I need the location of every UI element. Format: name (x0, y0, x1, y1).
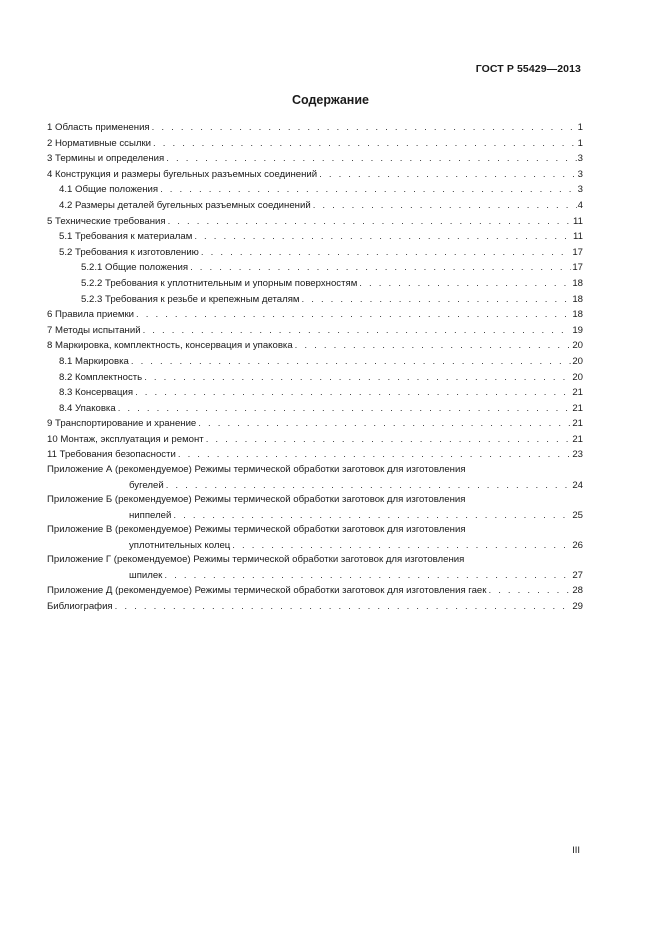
toc-entry-page: 11 (573, 231, 583, 243)
toc-entry-label: 8.1 Маркировка (59, 354, 131, 370)
toc-entry-page: 11 (573, 215, 583, 227)
toc-entry-label: 9 Транспортирование и хранение (47, 416, 198, 432)
toc-leader-dots (115, 599, 572, 615)
table-of-contents (47, 120, 583, 615)
toc-entry-label: 4.1 Общие положения (59, 182, 160, 198)
toc-entry[interactable] (47, 136, 583, 152)
toc-entry-page: 28 (572, 585, 583, 597)
toc-entry-label: 5.2.1 Общие положения (81, 260, 190, 276)
toc-entry-page: 21 (572, 433, 583, 445)
toc-appendix-entries (47, 463, 583, 583)
toc-entry[interactable] (47, 416, 583, 432)
toc-entry-page: 3 (577, 184, 583, 196)
toc-appendix-continuation (47, 568, 583, 584)
toc-entry[interactable] (47, 385, 583, 401)
toc-entry-label: 10 Монтаж, эксплуатация и ремонт (47, 432, 206, 448)
toc-entry[interactable] (47, 432, 583, 448)
toc-entry-label: бугелей (129, 478, 166, 494)
toc-entry[interactable] (47, 401, 583, 417)
toc-entry-page: 18 (572, 293, 583, 305)
toc-leader-dots (166, 151, 576, 167)
toc-entry[interactable] (47, 370, 583, 386)
toc-leader-dots (164, 568, 571, 584)
toc-entry-page: 26 (572, 539, 583, 551)
toc-appendix-title: Приложение В (рекомендуемое) Режимы термической обработки заготовок для изготовления (47, 524, 466, 536)
toc-appendix-continuation (47, 538, 583, 554)
toc-entry[interactable] (47, 323, 583, 339)
toc-leader-dots (131, 354, 571, 370)
toc-entry-label: Приложение Д (рекомендуемое) Режимы термической обработки заготовок для изготовления гаек (47, 583, 488, 599)
toc-leader-dots (194, 229, 572, 245)
toc-entry-label: 4.2 Размеры деталей бугельных разъемных соединений (59, 198, 313, 214)
toc-main-entries (47, 120, 583, 463)
toc-entry-page: 29 (572, 601, 583, 613)
toc-leader-dots (136, 307, 571, 323)
toc-leader-dots (190, 260, 571, 276)
toc-entry-page: 17 (572, 246, 583, 258)
toc-leader-dots (488, 583, 571, 599)
toc-entry[interactable] (47, 447, 583, 463)
toc-leader-dots (301, 292, 571, 308)
toc-leader-dots (178, 447, 571, 463)
toc-entry-page: 24 (572, 479, 583, 491)
toc-entry[interactable] (47, 198, 583, 214)
toc-leader-dots (198, 416, 571, 432)
toc-appendix-title: Приложение Г (рекомендуемое) Режимы термической обработки заготовок для изготовления (47, 554, 465, 566)
page-number: III (572, 845, 580, 856)
toc-entry-label: 4 Конструкция и размеры бугельных разъемных соединений (47, 167, 319, 183)
toc-leader-dots (201, 245, 571, 261)
toc-entry[interactable] (47, 354, 583, 370)
toc-entry-page: 21 (572, 387, 583, 399)
toc-leader-dots (313, 198, 577, 214)
toc-entry-label: 6 Правила приемки (47, 307, 136, 323)
toc-entry-label: 3 Термины и определения (47, 151, 166, 167)
toc-entry[interactable] (47, 229, 583, 245)
toc-leader-dots (152, 120, 577, 136)
toc-leader-dots (173, 508, 571, 524)
toc-entry-page: 23 (572, 449, 583, 461)
toc-entry-page: 20 (572, 371, 583, 383)
toc-appendix-title: Приложение А (рекомендуемое) Режимы термической обработки заготовок для изготовления (47, 464, 466, 476)
toc-entry[interactable] (47, 260, 583, 276)
toc-appendix-continuation (47, 508, 583, 524)
toc-entry-page: 4 (577, 199, 583, 211)
toc-entry-appendix-d[interactable] (47, 583, 583, 599)
toc-entry-label: 2 Нормативные ссылки (47, 136, 153, 152)
toc-entry-label: 7 Методы испытаний (47, 323, 143, 339)
toc-entry[interactable] (47, 292, 583, 308)
toc-entry-page: 25 (572, 509, 583, 521)
toc-entry[interactable] (47, 307, 583, 323)
toc-entry-label: 5.1 Требования к материалам (59, 229, 194, 245)
toc-entry-appendix[interactable] (47, 523, 583, 553)
toc-entry-label: 8 Маркировка, комплектность, консервация и упаковка (47, 338, 295, 354)
toc-entry-appendix[interactable] (47, 463, 583, 493)
toc-entry-page: 17 (572, 262, 583, 274)
toc-entry[interactable] (47, 338, 583, 354)
toc-entry[interactable] (47, 245, 583, 261)
toc-entry[interactable] (47, 151, 583, 167)
toc-leader-dots (168, 214, 572, 230)
document-id: ГОСТ Р 55429—2013 (475, 63, 581, 75)
toc-entry[interactable] (47, 120, 583, 136)
toc-leader-dots (232, 538, 571, 554)
toc-entry[interactable] (47, 214, 583, 230)
toc-entry-label: 5.2.3 Требования к резьбе и крепежным деталям (81, 292, 301, 308)
toc-entry-page: 18 (572, 277, 583, 289)
toc-entry-label: 11 Требования безопасности (47, 447, 178, 463)
toc-entry-page: 1 (577, 122, 583, 133)
toc-entry-page: 3 (577, 153, 583, 165)
toc-leader-dots (206, 432, 572, 448)
toc-entry-label: ниппелей (129, 508, 173, 524)
toc-entry-label: 5.2 Требования к изготовлению (59, 245, 201, 261)
toc-entry-page: 18 (572, 309, 583, 321)
toc-entry[interactable] (47, 276, 583, 292)
toc-leader-dots (166, 478, 572, 494)
toc-entry-page: 19 (572, 324, 583, 336)
toc-leader-dots (359, 276, 571, 292)
toc-entry-page: 20 (572, 355, 583, 367)
toc-entry-label: 8.4 Упаковка (59, 401, 118, 417)
toc-appendix-title: Приложение Б (рекомендуемое) Режимы термической обработки заготовок для изготовления (47, 494, 466, 506)
toc-entry-page: 27 (572, 569, 583, 581)
toc-entry-label: 1 Область применения (47, 120, 152, 136)
toc-leader-dots (153, 136, 577, 152)
toc-entry-label: 8.3 Консервация (59, 385, 135, 401)
toc-entry-label: 5 Технические требования (47, 214, 168, 230)
toc-entry-page: 3 (577, 168, 583, 180)
page-title: Содержание (291, 93, 369, 107)
toc-entry-page: 21 (572, 418, 583, 430)
toc-entry-appendix[interactable] (47, 493, 583, 523)
toc-appendix-continuation (47, 478, 583, 494)
toc-entry-appendix[interactable] (47, 553, 583, 583)
toc-leader-dots (118, 401, 572, 417)
toc-leader-dots (319, 167, 577, 183)
toc-leader-dots (135, 385, 571, 401)
toc-entry-label: шпилек (129, 568, 164, 584)
toc-entry[interactable] (47, 167, 583, 183)
toc-leader-dots (143, 323, 572, 339)
toc-entry-page: 21 (572, 402, 583, 414)
toc-leader-dots (295, 338, 572, 354)
toc-entry-label: 5.2.2 Требования к уплотнительным и упорным поверхностям (81, 276, 359, 292)
toc-entry-page: 1 (577, 137, 583, 149)
toc-leader-dots (160, 182, 577, 198)
toc-leader-dots (144, 370, 571, 386)
toc-entry-label: уплотнительных колец (129, 538, 232, 554)
toc-entry-page: 20 (572, 340, 583, 352)
toc-entry-label: Библиография (47, 599, 115, 615)
toc-entry-bibliography[interactable] (47, 599, 583, 615)
toc-entry-label: 8.2 Комплектность (59, 370, 144, 386)
toc-entry[interactable] (47, 182, 583, 198)
